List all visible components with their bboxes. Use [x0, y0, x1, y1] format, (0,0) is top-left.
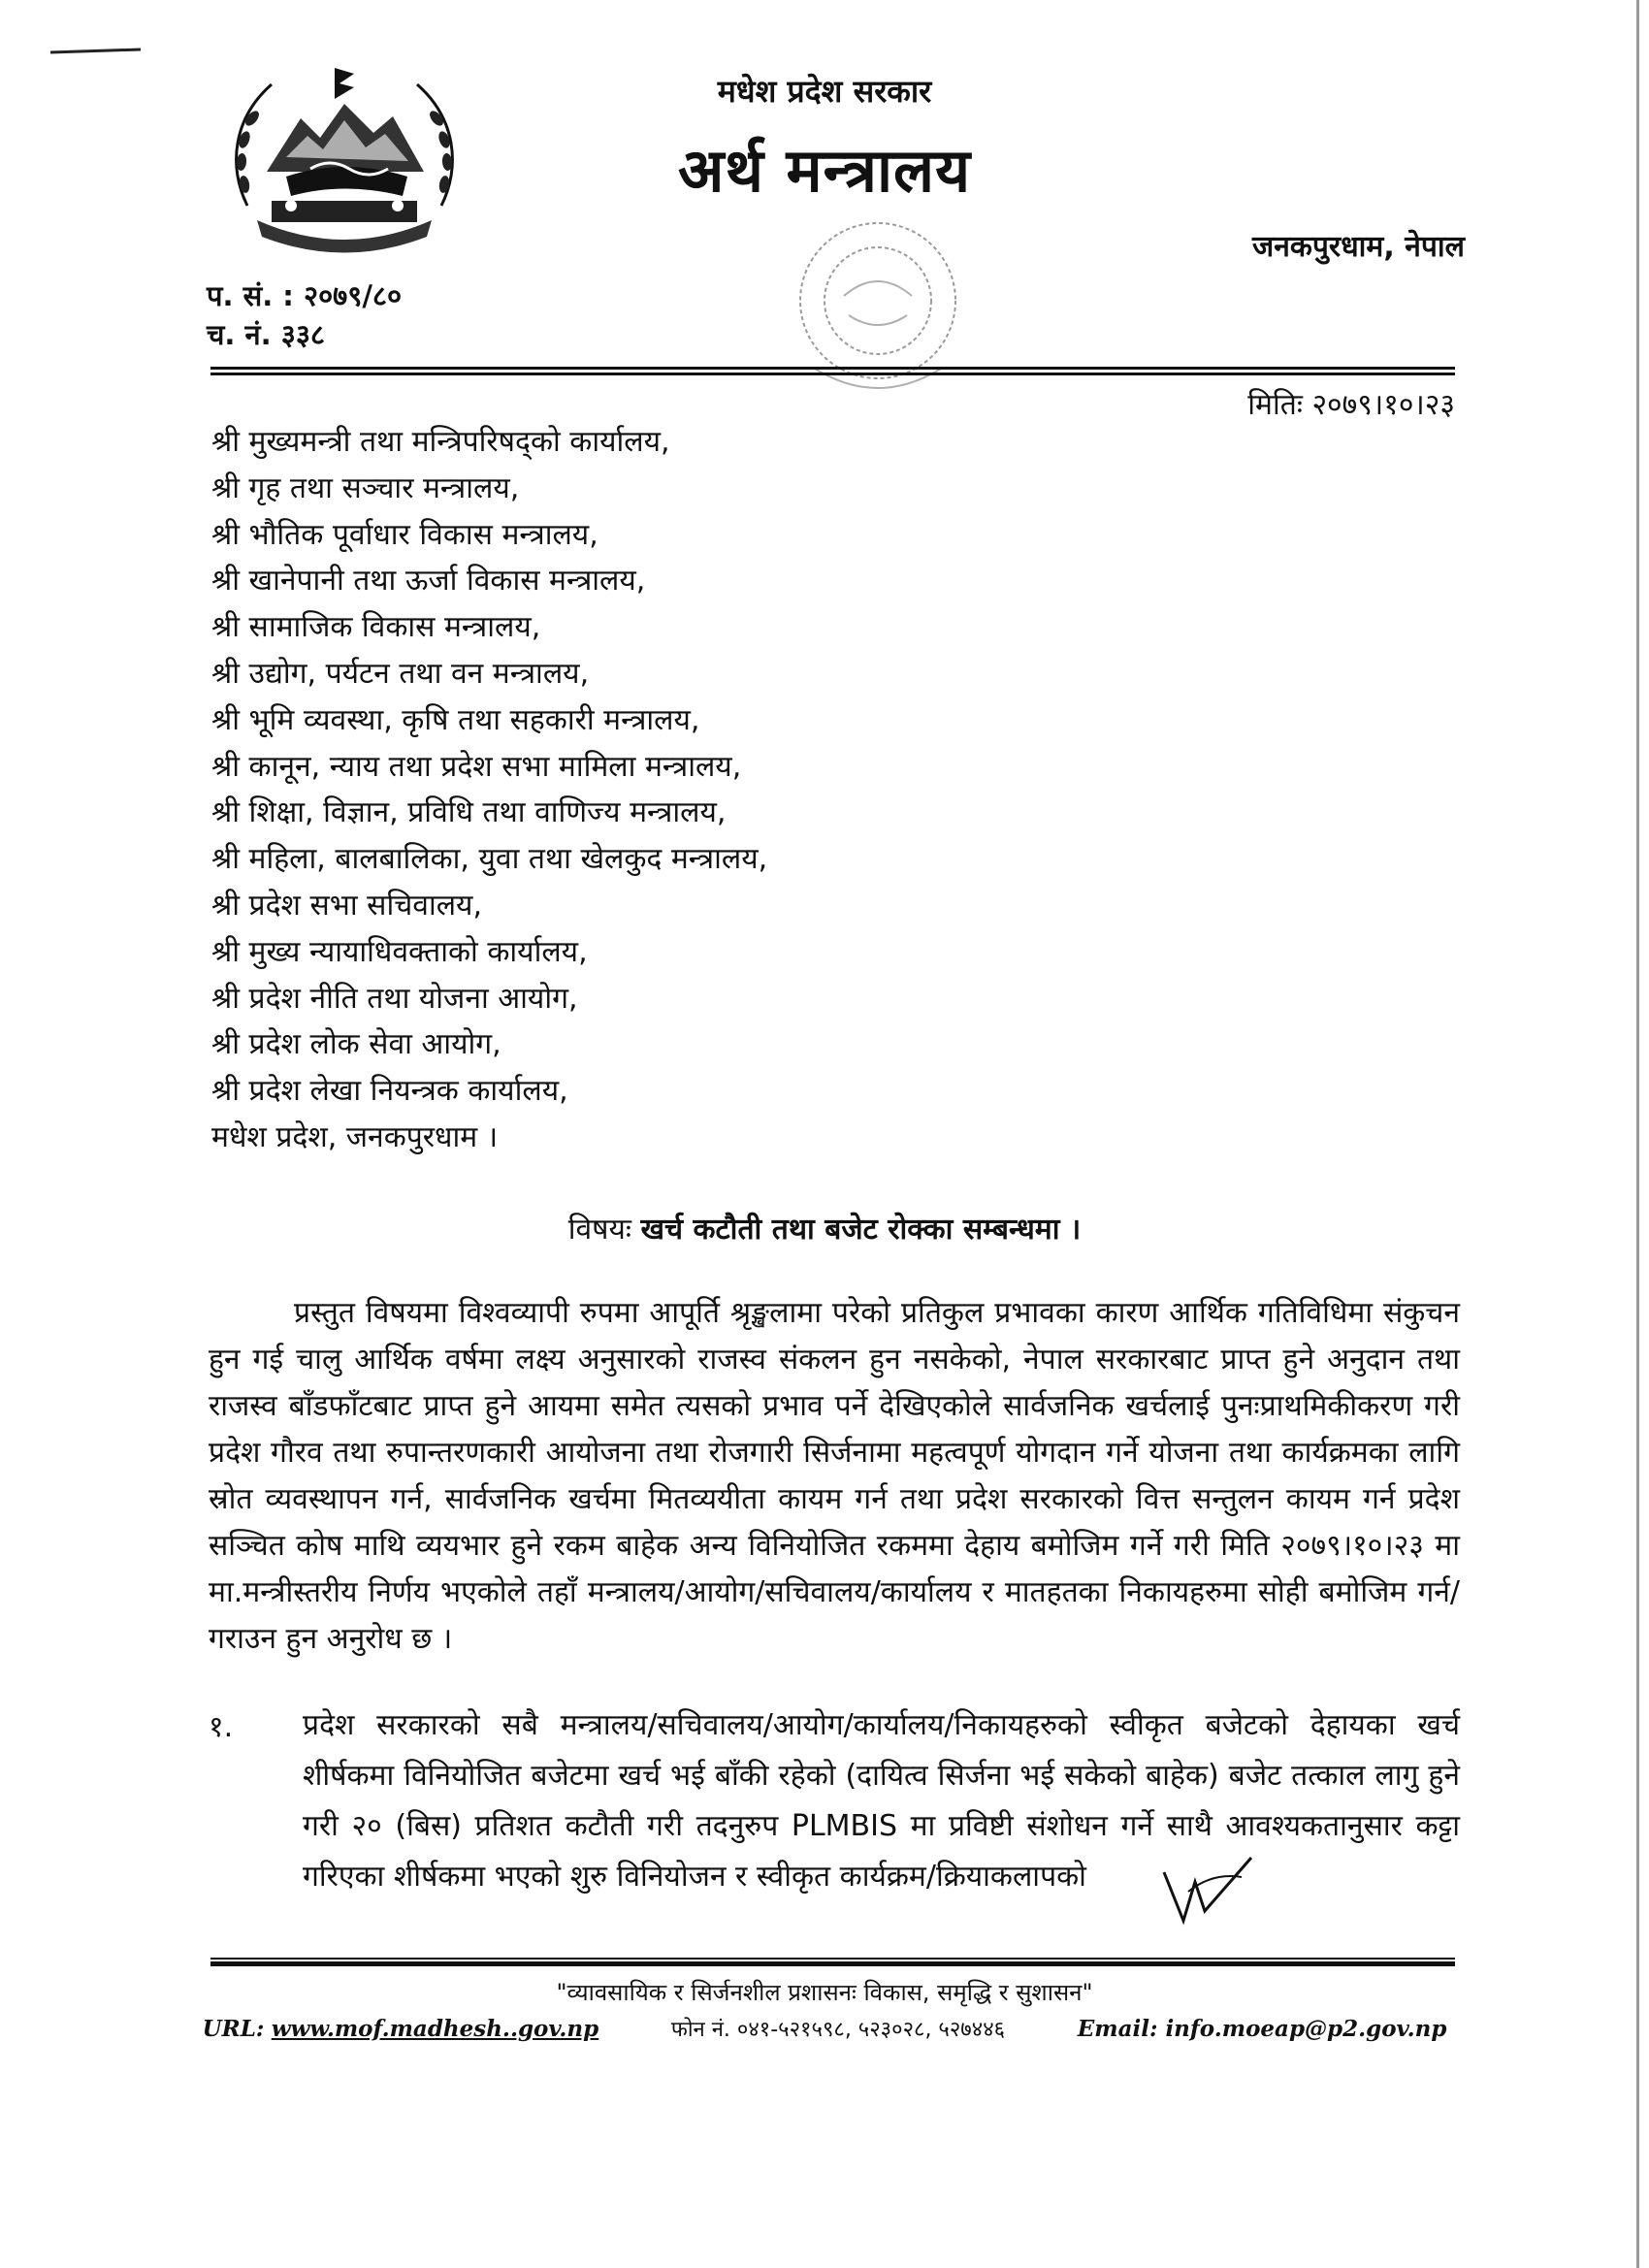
- addressee-item: श्री प्रदेश सभा सचिवालय,: [211, 888, 482, 923]
- addressee-list: [211, 419, 767, 1161]
- office-stamp: [776, 209, 980, 417]
- ministry-title: अर्थ मन्त्रालय: [677, 135, 972, 206]
- footer-phone: फोन नं. ०४१-५२१५९८, ५२३०२८, ५२७४४६: [670, 2018, 1006, 2042]
- addressee-item: श्री प्रदेश नीति तथा योजना आयोग,: [211, 981, 578, 1016]
- footer-url-label: URL:: [202, 2016, 265, 2042]
- addressee-item: श्री सामाजिक विकास मन्त्रालय,: [211, 610, 541, 645]
- body-paragraph: प्रस्तुत विषयमा विश्वव्यापी रुपमा आपूर्ति श्रृङ्खलामा परेको प्रतिकुल प्रभावका कारण आर्थिक गतिविधिमा संकुचन हुन गई चालु आर्थिक वर्षमा लक्ष्य अनुसारको राजस्व संकलन हुन नसकेको, नेपाल सरकारबाट प्राप्त हुने अनुदान तथा राजस्व बाँडफाँटबाट प्राप्त हुने आयमा समेत त्यसको प्रभाव पर्ने देखिएकोले सार्वजनिक खर्चलाई पुनःप्राथमिकीकरण गरी प्रदेश गौरव तथा रुपान्तरणकारी आयोजना तथा रोजगारी सिर्जनामा महत्वपूर्ण योगदान गर्ने योजना तथा कार्यक्रमका लागि स्रोत व्यवस्थापन गर्न, सार्वजनिक खर्चमा मितव्ययीता कायम गर्न तथा प्रदेश सरकारको वित्त सन्तुलन कायम गर्न प्रदेश सञ्चित कोष माथि व्ययभार हुने रकम बाहेक अन्य विनियोजित रकममा देहाय बमोजिम गर्ने गरी मिति २०७९।१०।२३ मा मा.मन्त्रीस्तरीय निर्णय भएकोले तहाँ मन्त्रालय/आयोग/सचिवालय/कार्यालय र मातहतका निकायहरुमा सोही बमोजिम गर्न/गराउन हुन अनुरोध छ ।: [209, 1296, 1460, 1656]
- addressee-item: श्री कानून, न्याय तथा प्रदेश सभा मामिला मन्त्रालय,: [211, 749, 742, 784]
- addressee-item: श्री भौतिक पूर्वाधार विकास मन्त्रालय,: [211, 517, 598, 552]
- addressee-item: मधेश प्रदेश, जनकपुरधाम ।: [211, 1119, 499, 1154]
- footer-email[interactable]: Email: info.moeap@p2.gov.np: [1077, 2016, 1447, 2042]
- footer-contact: [0, 2014, 1649, 2043]
- scan-mark: [48, 47, 146, 56]
- footer-url-link[interactable]: www.mof.madhesh..gov.np: [271, 2016, 599, 2042]
- addressee-item: श्री शिक्षा, विज्ञान, प्रविधि तथा वाणिज्य मन्त्रालय,: [211, 795, 727, 830]
- subject-text: खर्च कटौती तथा बजेट रोक्का सम्बन्धमा ।: [640, 1213, 1082, 1247]
- government-name: मधेश प्रदेश सरकार: [717, 73, 932, 110]
- footer-divider: [210, 1958, 1455, 1969]
- item-number: १.: [209, 1710, 234, 1744]
- addressee-item: श्री भूमि व्यवस्था, कृषि तथा सहकारी मन्त्रालय,: [211, 702, 700, 737]
- signature-initials: [1154, 1853, 1261, 1935]
- addressee-item: श्री मुख्य न्यायाधिवक्ताको कार्यालय,: [211, 934, 588, 969]
- addressee-item: श्री मुख्यमन्त्री तथा मन्त्रिपरिषद्को कार्यालय,: [211, 425, 670, 459]
- footer-motto: "व्यावसायिक र सिर्जनशील प्रशासनः विकास, समृद्धि र सुशासन": [556, 1979, 1093, 2006]
- scan-edge-line: [1636, 0, 1639, 2268]
- item-text: प्रदेश सरकारको सबै मन्त्रालय/सचिवालय/आयोग/कार्यालय/निकायहरुको स्वीकृत बजेटको देहायका खर्च शीर्षकमा विनियोजित बजेटमा खर्च भई बाँकी रहेको (दायित्व सिर्जना भई सकेको बाहेक) बजेट तत्काल लागु हुने गरी २० (बिस) प्रतिशत कटौती गरी तदनुरुप PLMBIS मा प्रविष्टी संशोधन गर्ने साथै आवश्यकतानुसार कट्टा गरिएका शीर्षकमा भएको शुरु विनियोजन र स्वीकृत कार्यक्रम/क्रियाकलापको: [303, 1708, 1460, 1894]
- addressee-item: श्री प्रदेश लेखा नियन्त्रक कार्यालय,: [211, 1074, 568, 1109]
- subject-label: विषयः: [567, 1213, 631, 1247]
- addressee-item: श्री महिला, बालबालिका, युवा तथा खेलकुद मन्त्रालय,: [211, 842, 768, 877]
- addressee-item: श्री खानेपानी तथा ऊर्जा विकास मन्त्रालय,: [211, 564, 646, 599]
- addressee-item: श्री प्रदेश लोक सेवा आयोग,: [211, 1027, 501, 1062]
- dispatch-number: च. नं. ३३८: [207, 318, 325, 351]
- addressee-item: श्री गृह तथा सञ्चार मन्त्रालय,: [211, 470, 520, 505]
- subject-line: [0, 1208, 1649, 1247]
- header-divider: [210, 367, 1455, 378]
- letter-date: मितिः २०७९।१०।२३: [1247, 388, 1455, 422]
- office-location: जनकपुरधाम, नेपाल: [1251, 230, 1465, 264]
- addressee-item: श्री उद्योग, पर्यटन तथा वन मन्त्रालय,: [211, 656, 590, 691]
- reference-number: प. सं. : २०७९/८०: [207, 279, 403, 312]
